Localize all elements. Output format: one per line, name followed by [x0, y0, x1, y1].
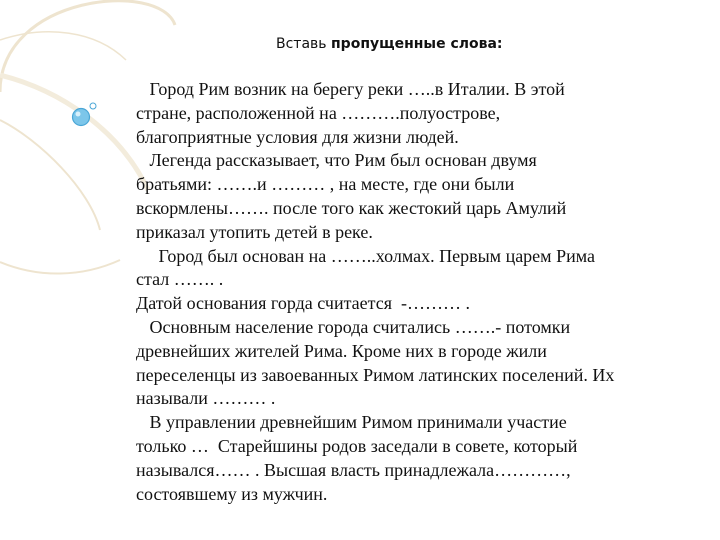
text-line: братьями: …….и ……… , на месте, где они были — [136, 174, 515, 195]
text-line: назывался…… . Высшая власть принадлежала…………, — [136, 459, 571, 480]
text-line: Город был основан на ……..холмах. Первым царем Рима — [136, 245, 595, 266]
worksheet-text — [136, 78, 696, 506]
text-line: Основным население города считались …….- потомки — [136, 316, 571, 337]
text-line: Город Рим возник на берегу реки …..в Италии. В этой — [136, 79, 565, 99]
text-line: состоявшему из мужчин. — [136, 483, 328, 504]
text-line: приказал утопить детей в реке. — [136, 221, 373, 242]
page-title — [276, 36, 503, 52]
title-emphasis: пропущенные слова: — [331, 36, 503, 52]
text-line: только … Старейшины родов заседали в совете, который — [136, 435, 578, 456]
text-line: Датой основания горда считается -……… . — [136, 293, 471, 314]
text-line: называли ……… . — [136, 388, 276, 409]
title-lead: Вставь — [276, 36, 327, 52]
text-line: В управлении древнейшим Римом принимали участие — [136, 412, 567, 433]
text-line: вскормлены……. после того как жестокий царь Амулий — [136, 197, 567, 218]
text-line: благоприятные условия для жизни людей. — [136, 126, 459, 147]
text-line: переселенцы из завоеванных Римом латинских поселений. Их — [136, 364, 615, 385]
text-line: стране, расположенной на ……….полуострове, — [136, 102, 501, 123]
text-line: Легенда рассказывает, что Рим был основан двумя — [136, 150, 537, 171]
text-line: стал ……. . — [136, 269, 224, 290]
text-line: древнейших жителей Рима. Кроме них в городе жили — [136, 340, 547, 361]
